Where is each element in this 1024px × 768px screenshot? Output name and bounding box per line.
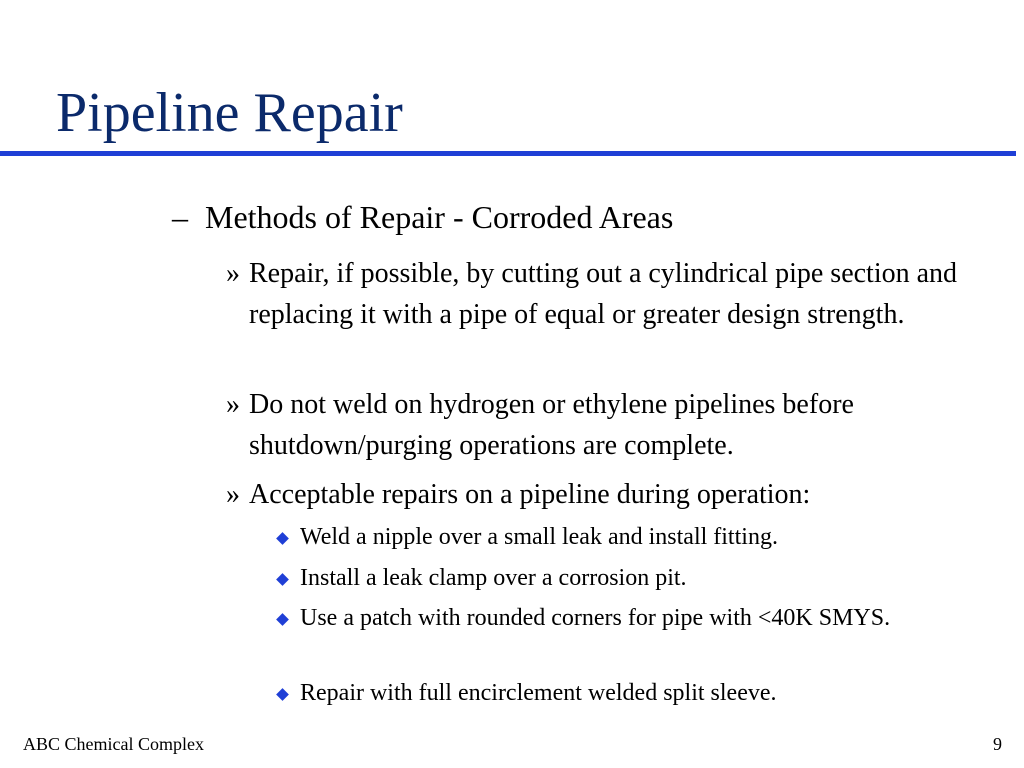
- chevron-marker: »: [226, 479, 240, 510]
- dash-marker: –: [172, 199, 188, 235]
- level2-text: Do not weld on hydrogen or ethylene pipelines before shutdown/purging operations are complete.: [249, 389, 854, 461]
- level3-text: Install a leak clamp over a corrosion pit.: [300, 565, 687, 591]
- level3-text: Repair with full encirclement welded split sleeve.: [300, 680, 777, 706]
- level3-text: Use a patch with rounded corners for pipe with <40K SMYS.: [300, 605, 891, 631]
- page-number: 9: [993, 734, 1002, 754]
- level3-item: [276, 561, 956, 596]
- level2-item: [226, 253, 966, 335]
- chevron-marker: »: [226, 258, 240, 289]
- level1-item: [172, 196, 972, 238]
- title-divider: [0, 151, 1016, 156]
- level2-item: [226, 474, 966, 515]
- level1-text: Methods of Repair - Corroded Areas: [205, 199, 674, 235]
- level3-text: Weld a nipple over a small leak and install fitting.: [300, 524, 778, 550]
- level2-item: [226, 384, 966, 466]
- level3-item: [276, 520, 956, 555]
- chevron-marker: »: [226, 389, 240, 420]
- slide-title: Pipeline Repair: [56, 82, 403, 144]
- level2-text: Repair, if possible, by cutting out a cylindrical pipe section and replacing it with a pipe of equal or greater design strength.: [249, 258, 958, 330]
- level2-text: Acceptable repairs on a pipeline during operation:: [249, 479, 811, 510]
- footer-company: ABC Chemical Complex: [23, 734, 204, 754]
- level3-item: [276, 601, 956, 636]
- level3-item: [276, 676, 956, 711]
